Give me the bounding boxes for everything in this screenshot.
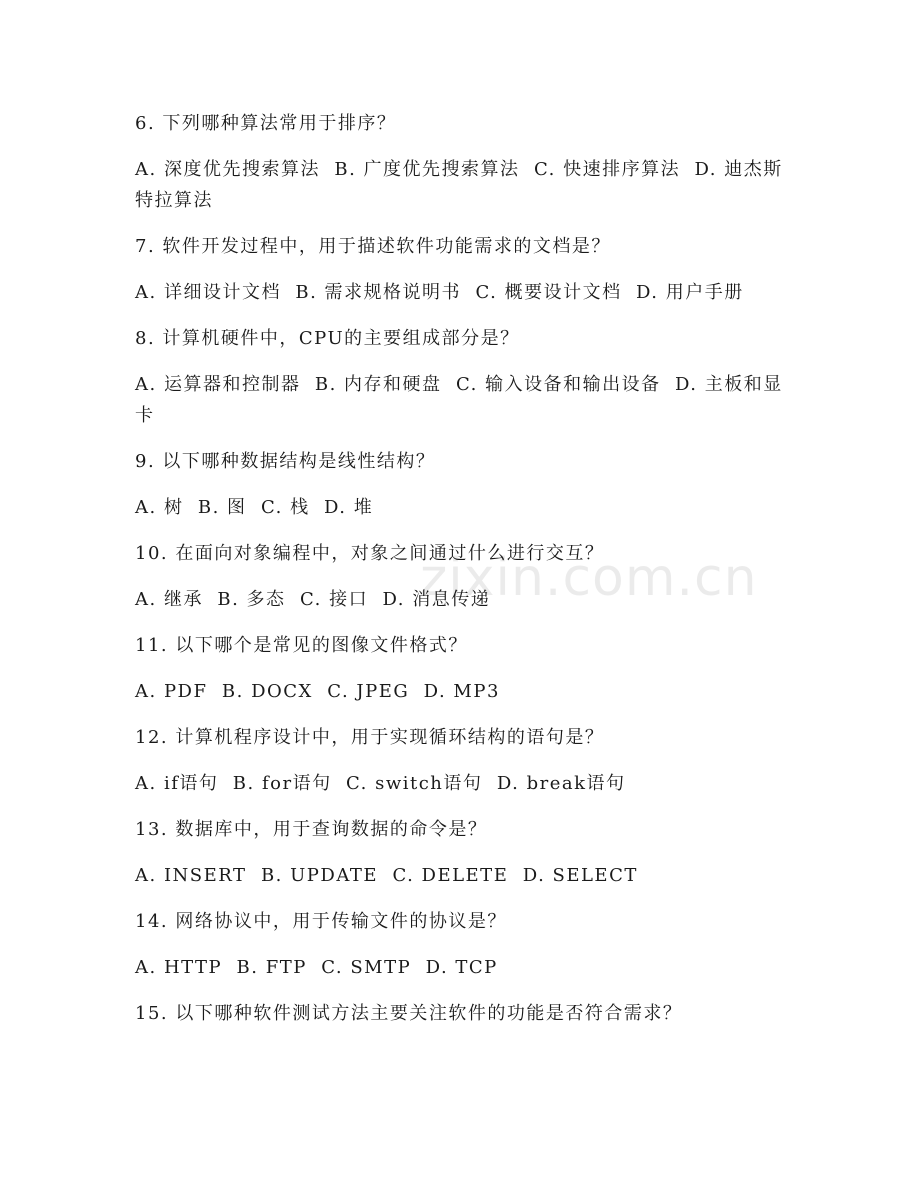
question-12: 12. 计算机程序设计中，用于实现循环结构的语句是？ xyxy=(135,727,605,748)
question-14: 14. 网络协议中，用于传输文件的协议是？ xyxy=(135,911,507,932)
options-13: A. INSERT B. UPDATE C. DELETE D. SELECT xyxy=(135,865,638,886)
options-7: A. 详细设计文档 B. 需求规格说明书 C. 概要设计文档 D. 用户手册 xyxy=(135,282,744,303)
question-6: 6. 下列哪种算法常用于排序？ xyxy=(135,113,397,134)
options-14: A. HTTP B. FTP C. SMTP D. TCP xyxy=(135,957,498,978)
watermark: zixin.com.cn xyxy=(420,548,758,608)
question-9: 9. 以下哪种数据结构是线性结构？ xyxy=(135,451,436,472)
question-13: 13. 数据库中，用于查询数据的命令是？ xyxy=(135,819,488,840)
options-9: A. 树 B. 图 C. 栈 D. 堆 xyxy=(135,497,374,518)
options-10: A. 继承 B. 多态 C. 接口 D. 消息传递 xyxy=(135,589,491,610)
question-list xyxy=(135,108,785,1044)
question-11: 11. 以下哪个是常见的图像文件格式？ xyxy=(135,635,468,656)
options-6: A. 深度优先搜索算法 B. 广度优先搜索算法 C. 快速排序算法 D. 迪杰斯特拉算法 xyxy=(135,159,783,211)
options-12: A. if语句 B. for语句 C. switch语句 D. break语句 xyxy=(135,773,626,794)
question-10: 10. 在面向对象编程中，对象之间通过什么进行交互？ xyxy=(135,543,605,564)
question-8: 8. 计算机硬件中，CPU的主要组成部分是？ xyxy=(135,328,520,349)
options-8: A. 运算器和控制器 B. 内存和硬盘 C. 输入设备和输出设备 D. 主板和显卡 xyxy=(135,374,783,426)
question-7: 7. 软件开发过程中，用于描述软件功能需求的文档是？ xyxy=(135,236,611,257)
options-11: A. PDF B. DOCX C. JPEG D. MP3 xyxy=(135,681,500,702)
question-15: 15. 以下哪种软件测试方法主要关注软件的功能是否符合需求？ xyxy=(135,1003,683,1024)
